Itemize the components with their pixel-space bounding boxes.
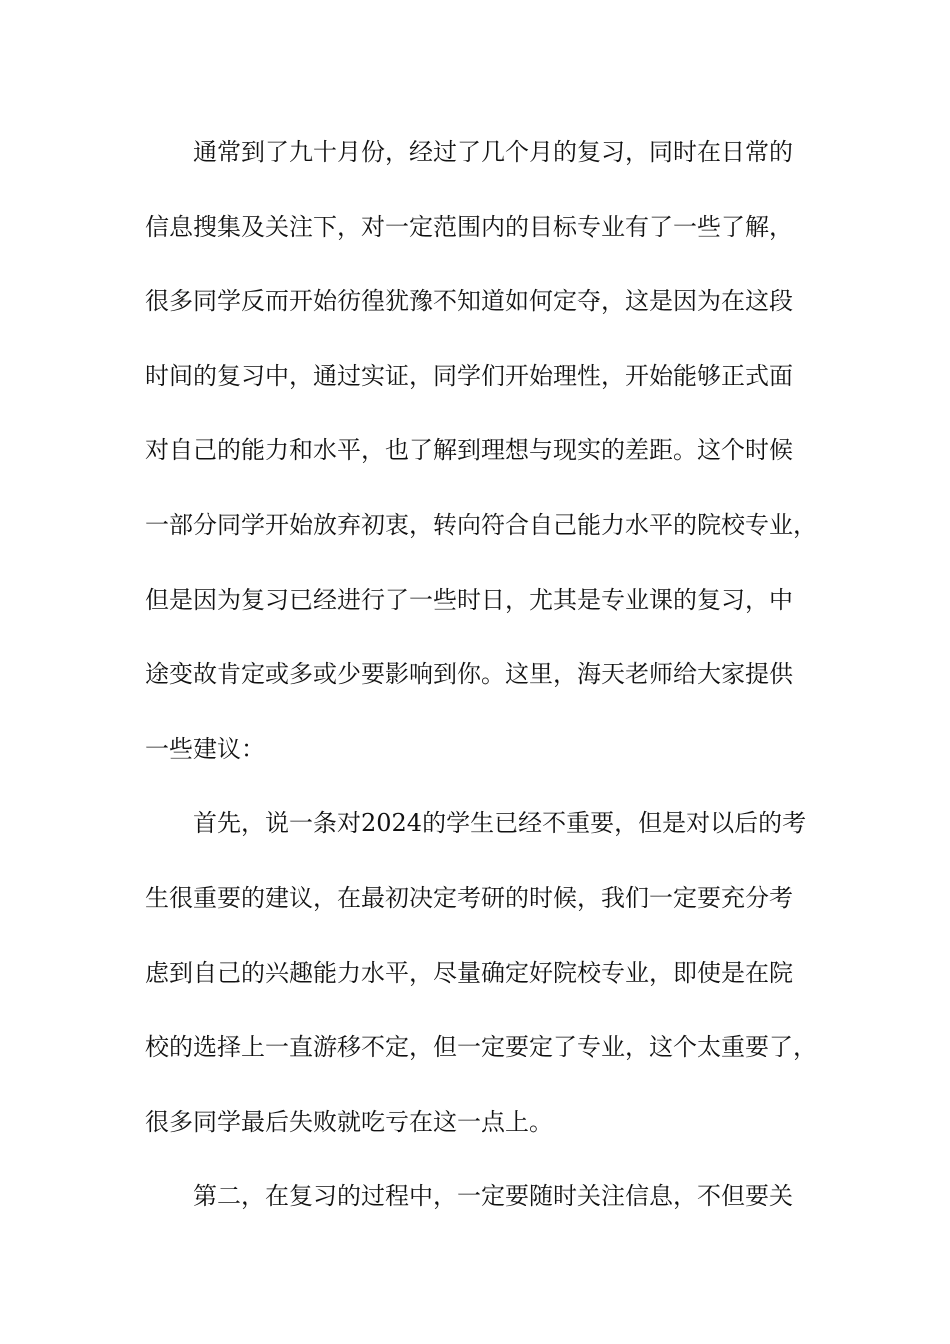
text-line: 通常到了九十月份，经过了几个月的复习，同时在日常的 <box>193 138 793 166</box>
text-line: 一些建议： <box>145 734 265 763</box>
text-line: 途变故肯定或多或少要影响到你。这里，海天老师给大家提供 <box>145 660 793 689</box>
text-line: 虑到自己的兴趣能力水平，尽量确定好院校专业，即使是在院 <box>145 958 793 987</box>
text-line: 生很重要的建议，在最初决定考研的时候，我们一定要充分考 <box>145 883 793 912</box>
document-body <box>145 127 825 1246</box>
text-line: 很多同学反而开始彷徨犹豫不知道如何定夺，这是因为在这段 <box>145 287 793 316</box>
text-line: 校的选择上一直游移不定，但一定要定了专业，这个太重要了， <box>145 1033 817 1062</box>
paragraph-1 <box>145 127 825 798</box>
text-line: 但是因为复习已经进行了一些时日，尤其是专业课的复习，中 <box>145 585 793 614</box>
text-line: 信息搜集及关注下，对一定范围内的目标专业有了一些了解， <box>145 212 793 241</box>
text-line: 时间的复习中，通过实证，同学们开始理性，开始能够正式面 <box>145 361 793 390</box>
text-line: 首先，说一条对2024的学生已经不重要，但是对以后的考 <box>193 809 807 838</box>
text-line: 第二，在复习的过程中，一定要随时关注信息，不但要关 <box>193 1182 793 1211</box>
paragraph-2 <box>145 798 825 1171</box>
text-line: 很多同学最后失败就吃亏在这一点上。 <box>145 1107 553 1136</box>
text-line: 对自己的能力和水平，也了解到理想与现实的差距。这个时候 <box>145 436 793 465</box>
paragraph-3 <box>145 1171 825 1246</box>
text-line: 一部分同学开始放弃初衷，转向符合自己能力水平的院校专业， <box>145 510 817 539</box>
